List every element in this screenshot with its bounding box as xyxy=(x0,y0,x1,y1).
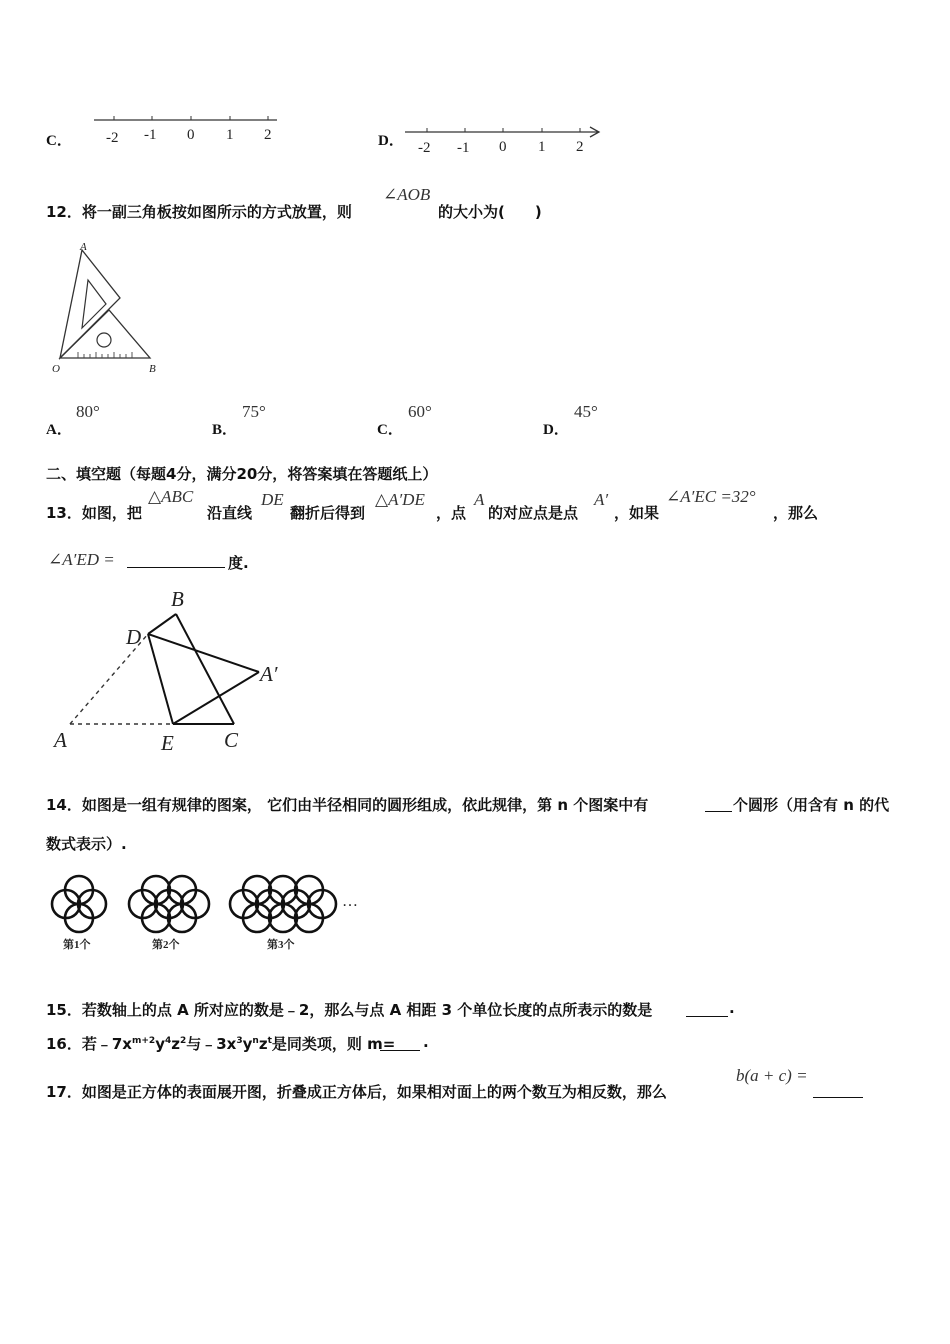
q12-option-d-value: 45° xyxy=(574,402,598,421)
q13-label-b: B xyxy=(171,587,184,611)
q11-d-tick-neg2: -2 xyxy=(418,140,431,156)
q14-caption-3: 第3个 xyxy=(267,939,295,951)
q12-option-b-value: 75° xyxy=(242,402,266,421)
q14-caption-2: 第2个 xyxy=(152,939,180,951)
q13-text-7: ，那么 xyxy=(773,504,819,522)
q11-d-tick-2: 2 xyxy=(576,139,584,155)
q16-part-5: y xyxy=(242,1035,253,1053)
q11-c-tick-1: 1 xyxy=(226,127,234,143)
q14-line2: 数式表示）. xyxy=(46,835,127,853)
q12-stem-b: 的大小为( ) xyxy=(438,203,542,221)
q12-option-a-label: A． xyxy=(46,422,72,438)
q12-option-b-label: B． xyxy=(212,422,238,438)
q14-pattern-1 xyxy=(52,876,106,932)
q16-text xyxy=(46,1033,395,1054)
q12-triangle-figure xyxy=(48,240,170,380)
q16-exp-3: 2 xyxy=(179,1036,187,1046)
q16-part-2: y xyxy=(155,1035,165,1053)
q12-option-c-label: C． xyxy=(377,422,403,438)
q14-pattern-2 xyxy=(129,876,209,932)
q11-number-line-c xyxy=(92,112,282,152)
q11-d-tick-1: 1 xyxy=(538,139,546,155)
q13-math-de: DE xyxy=(261,490,284,509)
q17-text: 17．如图是正方体的表面展开图，折叠成正方体后，如果相对面上的两个数互为相反数，那么 xyxy=(46,1083,667,1101)
q16-part-3: z xyxy=(171,1035,180,1053)
q13-text-4: ，点 xyxy=(436,504,467,522)
q11-option-c-label: C． xyxy=(46,133,72,149)
q16-answer-blank[interactable] xyxy=(380,1049,420,1051)
q13-label-e: E xyxy=(161,731,174,755)
q11-c-tick-2: 2 xyxy=(264,127,272,143)
q15-answer-blank[interactable] xyxy=(686,1015,728,1017)
q13-label-c: C xyxy=(224,728,239,752)
q13-math-a: A xyxy=(474,490,485,509)
q13-text-2: 沿直线 xyxy=(207,504,253,522)
q16-exp-6: t xyxy=(267,1036,272,1046)
section-2-heading: 二、填空题（每题4分，满分20分，将答案填在答题纸上） xyxy=(46,465,438,483)
q16-exp-4: 3 xyxy=(236,1036,243,1046)
q16-end: . xyxy=(423,1033,429,1051)
q16-exp-2: 4 xyxy=(164,1036,172,1046)
q11-d-tick-neg1: -1 xyxy=(457,140,470,156)
q13-math-angle-a2ec: ∠A′EC =32° xyxy=(666,487,756,506)
q13-label-a: A xyxy=(54,728,67,752)
q14-ellipsis: … xyxy=(342,893,358,910)
q13-math-angle-a2ed: ∠A′ED = xyxy=(48,550,115,569)
q12-label-o: O xyxy=(52,363,60,375)
q13-fold-figure xyxy=(50,584,300,756)
q12-label-b: B xyxy=(149,363,156,375)
q16-part-6: z xyxy=(258,1035,268,1053)
q14-caption-1: 第1个 xyxy=(63,939,91,951)
q11-c-tick-neg2: -2 xyxy=(106,130,119,146)
q15-text: 15．若数轴上的点 A 所对应的数是﹣2，那么与点 A 相距 3 个单位长度的点所表示的数是 xyxy=(46,1001,653,1019)
q16-part-7: 是同类项，则 m= xyxy=(271,1035,396,1053)
q15-end: . xyxy=(729,999,735,1017)
q14-circle-patterns xyxy=(48,874,368,956)
q16-part-1: 16．若﹣7x xyxy=(46,1035,132,1053)
q13-text-8: 度. xyxy=(228,554,249,572)
q16-exp-5: n xyxy=(252,1036,259,1046)
q12-option-c-value: 60° xyxy=(408,402,432,421)
q13-math-a-prime: A′ xyxy=(594,490,609,509)
q12-option-d-label: D． xyxy=(543,422,569,438)
q13-answer-blank[interactable] xyxy=(127,566,225,568)
q11-number-line-d xyxy=(402,118,607,160)
q12-angle-aob: ∠AOB xyxy=(383,185,431,204)
q11-d-tick-0: 0 xyxy=(499,139,507,155)
q17-answer-blank[interactable] xyxy=(813,1096,863,1098)
q13-label-a-prime: A′ xyxy=(260,662,278,686)
q13-label-d: D xyxy=(126,625,142,649)
q14-line1-a: 14．如图是一组有规律的图案， 它们由半径相同的圆形组成，依此规律，第 n 个图案中有 xyxy=(46,796,649,814)
q13-text-5: 的对应点是点 xyxy=(488,504,579,522)
q12-label-a: A xyxy=(80,241,87,253)
q14-line1-b: 个圆形（用含有 n 的代 xyxy=(733,796,890,814)
q13-text-1: 13．如图，把 xyxy=(46,504,142,522)
q13-math-triangle-a2de: △A′DE xyxy=(375,490,425,509)
q13-math-triangle-abc: △ABC xyxy=(148,487,194,506)
q13-text-6: ，如果 xyxy=(614,504,660,522)
q14-answer-blank[interactable] xyxy=(705,810,732,812)
q13-text-3: 翻折后得到 xyxy=(290,504,366,522)
q11-c-tick-0: 0 xyxy=(187,127,195,143)
q11-option-d-label: D． xyxy=(378,133,404,149)
q12-option-a-value: 80° xyxy=(76,402,100,421)
q12-stem-a: 12．将一副三角板按如图所示的方式放置，则 xyxy=(46,203,352,221)
q14-pattern-3 xyxy=(230,876,336,932)
q16-part-4: 与﹣3x xyxy=(186,1035,237,1053)
q11-c-tick-neg1: -1 xyxy=(144,127,157,143)
q16-exp-1: m+2 xyxy=(132,1036,156,1046)
q17-expression: b(a + c) = xyxy=(736,1066,808,1085)
